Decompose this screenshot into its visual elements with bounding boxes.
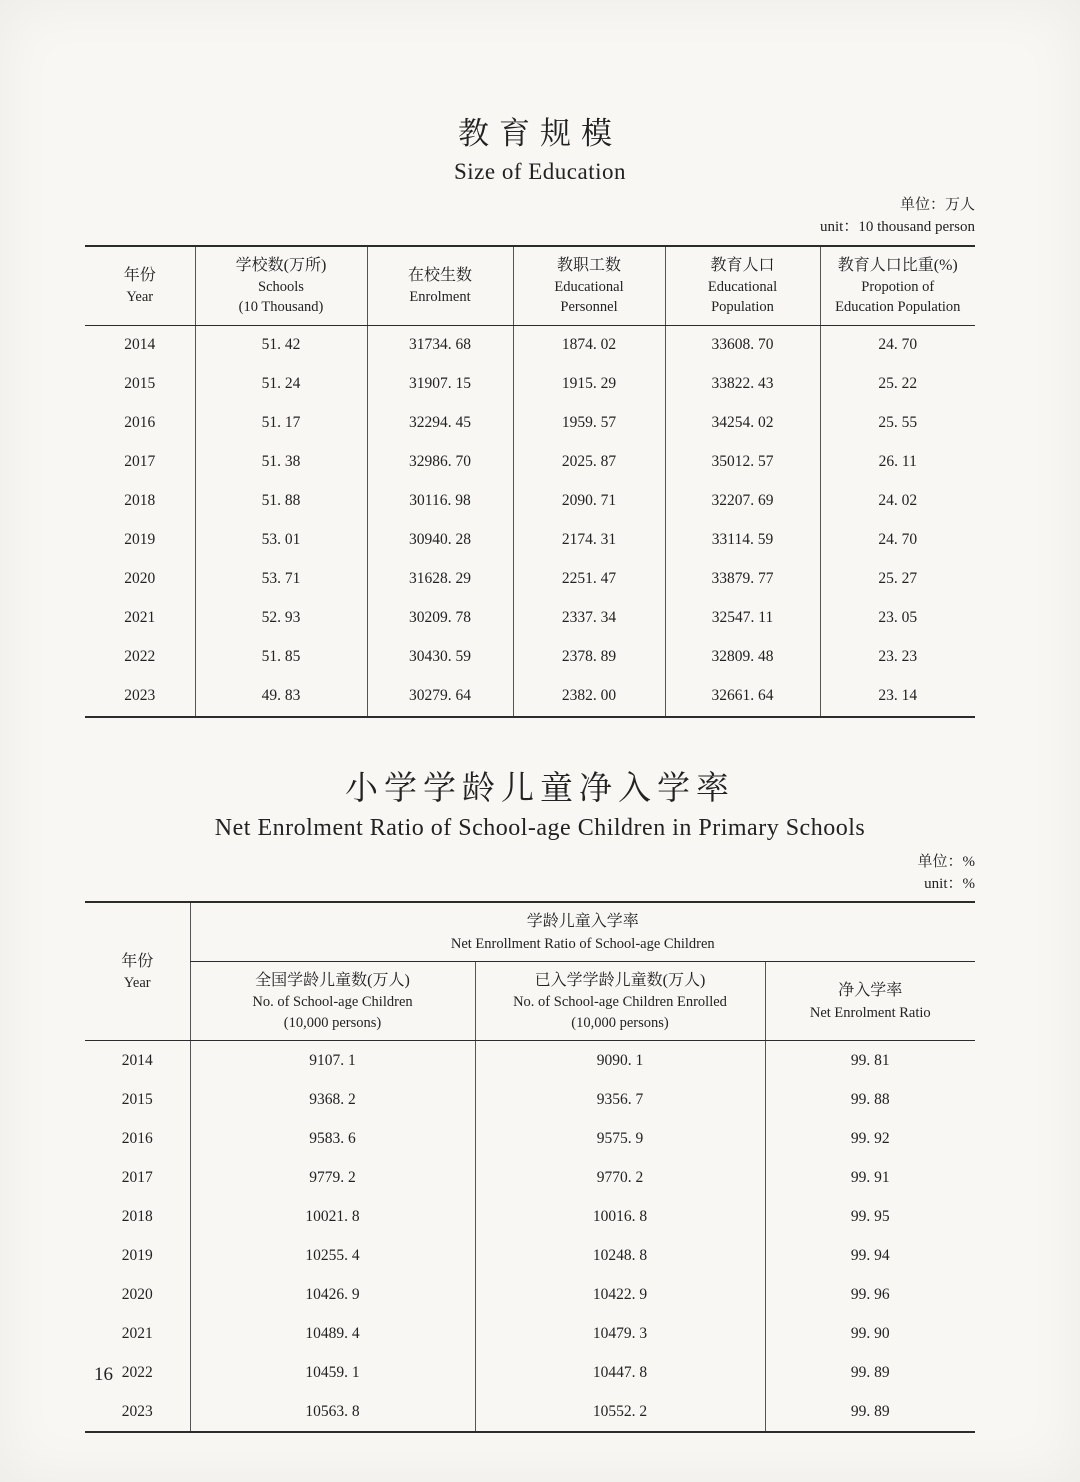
enrolled-cell: 10552. 2	[475, 1392, 765, 1432]
personnel-cell: 2251. 47	[513, 560, 665, 599]
table2-header-group	[190, 902, 975, 961]
proportion-cell: 25. 55	[820, 404, 975, 443]
enrolled-cell: 10248. 8	[475, 1236, 765, 1275]
children-cell: 10459. 1	[190, 1353, 475, 1392]
personnel-cell: 2025. 87	[513, 443, 665, 482]
enrolled-cell: 9090. 1	[475, 1041, 765, 1081]
header-enrolled-en1: No. of School-age Children Enrolled	[513, 994, 727, 1011]
ratio-cell: 99. 88	[765, 1080, 975, 1119]
year-cell: 2017	[121, 1168, 153, 1186]
population-cell: 35012. 57	[665, 443, 820, 482]
header-enrolled-zh: 已入学学龄儿童数(万人)	[534, 972, 706, 990]
enrolment-cell: 31628. 29	[367, 560, 513, 599]
enrolled-cell: 10479. 3	[475, 1314, 765, 1353]
enrolled-cell: 10016. 8	[475, 1197, 765, 1236]
schools-cell: 51. 24	[195, 365, 367, 404]
schools-cell: 53. 71	[195, 560, 367, 599]
proportion-cell: 25. 27	[820, 560, 975, 599]
table-row	[85, 521, 975, 560]
header-personnel-zh: 教职工数	[556, 256, 621, 274]
enrolled-cell: 9770. 2	[475, 1158, 765, 1197]
table-row	[85, 1119, 975, 1158]
table2-title-en: Net Enrolment Ratio of School-age Children in Primary Schools	[214, 814, 866, 841]
year-cell: 2019	[121, 1246, 153, 1264]
table-row	[85, 1314, 975, 1353]
table1-title-en: Size of Education	[453, 159, 626, 184]
table-row	[85, 1275, 975, 1314]
header-children-en1: No. of School-age Children	[252, 994, 413, 1011]
ratio-cell: 99. 89	[765, 1353, 975, 1392]
table2-unit-zh: 单位：%	[917, 853, 975, 870]
proportion-cell: 24. 70	[820, 325, 975, 365]
population-cell: 32809. 48	[665, 638, 820, 677]
table1-header-proportion	[820, 246, 975, 326]
header-year-en: Year	[123, 975, 151, 992]
header-schools-en1: Schools	[258, 278, 304, 295]
children-cell: 10426. 9	[190, 1275, 475, 1314]
table-row	[85, 560, 975, 599]
proportion-cell: 25. 22	[820, 365, 975, 404]
table-row	[85, 325, 975, 365]
population-cell: 32207. 69	[665, 482, 820, 521]
header-year-en: Year	[126, 288, 154, 305]
table-row	[85, 1236, 975, 1275]
header-ratio-zh: 净入学率	[838, 982, 903, 1000]
header-children-zh: 全国学龄儿童数(万人)	[255, 972, 410, 990]
enrolled-cell: 9356. 7	[475, 1080, 765, 1119]
personnel-cell: 1915. 29	[513, 365, 665, 404]
ratio-cell: 99. 81	[765, 1041, 975, 1081]
table-row	[85, 482, 975, 521]
header-enrolled-en2: (10,000 persons)	[571, 1014, 669, 1031]
children-cell: 9779. 2	[190, 1158, 475, 1197]
size-of-education-section	[0, 0, 1080, 718]
table2-header-children	[190, 962, 475, 1041]
table1-header	[85, 246, 975, 326]
header-proportion-en1: Propotion of	[861, 278, 935, 295]
year-cell: 2020	[121, 1285, 153, 1303]
header-population-en2: Population	[711, 299, 774, 316]
ratio-cell: 99. 91	[765, 1158, 975, 1197]
ratio-cell: 99. 92	[765, 1119, 975, 1158]
table2-header-ratio	[765, 962, 975, 1041]
table-row	[85, 404, 975, 443]
population-cell: 33879. 77	[665, 560, 820, 599]
table2-title-zh: 小学学龄儿童净入学率	[345, 770, 735, 807]
table2-unit-en: unit：%	[924, 875, 975, 892]
table1-unit-zh: 单位：万人	[899, 197, 975, 213]
year-cell: 2017	[124, 453, 156, 471]
year-cell: 2022	[121, 1363, 153, 1381]
header-proportion-zh: 教育人口比重(%)	[837, 256, 958, 274]
population-cell: 33822. 43	[665, 365, 820, 404]
schools-cell: 52. 93	[195, 599, 367, 638]
children-cell: 10255. 4	[190, 1236, 475, 1275]
children-cell: 9368. 2	[190, 1080, 475, 1119]
table1-unit-en: unit：10 thousand person	[820, 218, 975, 235]
table-row	[85, 638, 975, 677]
table2-body	[85, 1041, 975, 1433]
year-cell: 2014	[121, 1051, 153, 1069]
personnel-cell: 2337. 34	[513, 599, 665, 638]
year-cell: 2018	[121, 1207, 153, 1225]
table2-header-year	[85, 902, 190, 1041]
table1-unit-note	[85, 195, 975, 239]
personnel-cell: 2378. 89	[513, 638, 665, 677]
schools-cell: 51. 38	[195, 443, 367, 482]
enrolment-cell: 31907. 15	[367, 365, 513, 404]
header-schools-en2: (10 Thousand)	[238, 299, 324, 316]
header-group-en: Net Enrollment Ratio of School-age Children	[450, 935, 715, 952]
personnel-cell: 1874. 02	[513, 325, 665, 365]
schools-cell: 51. 85	[195, 638, 367, 677]
personnel-cell: 1959. 57	[513, 404, 665, 443]
personnel-cell: 2174. 31	[513, 521, 665, 560]
header-enrolment-en: Enrolment	[409, 288, 471, 305]
table-row	[85, 677, 975, 717]
schools-cell: 51. 17	[195, 404, 367, 443]
page-number: 16	[94, 1364, 113, 1385]
table1-header-enrolment	[367, 246, 513, 326]
personnel-cell: 2382. 00	[513, 677, 665, 717]
table-row	[85, 1041, 975, 1081]
schools-cell: 51. 42	[195, 325, 367, 365]
enrolment-cell: 30209. 78	[367, 599, 513, 638]
enrolment-cell: 32986. 70	[367, 443, 513, 482]
enrolment-cell: 30116. 98	[367, 482, 513, 521]
population-cell: 33114. 59	[665, 521, 820, 560]
ratio-cell: 99. 96	[765, 1275, 975, 1314]
enrolment-cell: 32294. 45	[367, 404, 513, 443]
size-of-education-table	[85, 245, 975, 718]
year-cell: 2021	[121, 1324, 153, 1342]
table1-body	[85, 325, 975, 717]
year-cell: 2019	[124, 531, 156, 549]
enrolment-cell: 30940. 28	[367, 521, 513, 560]
population-cell: 32547. 11	[665, 599, 820, 638]
header-proportion-en2: Education Population	[835, 299, 961, 316]
personnel-cell: 2090. 71	[513, 482, 665, 521]
schools-cell: 49. 83	[195, 677, 367, 717]
table1-title-zh: 教育规模	[458, 116, 622, 151]
children-cell: 10021. 8	[190, 1197, 475, 1236]
header-ratio-en: Net Enrolment Ratio	[809, 1004, 931, 1021]
header-personnel-en2: Personnel	[560, 299, 618, 316]
ratio-cell: 99. 90	[765, 1314, 975, 1353]
enrolled-cell: 10422. 9	[475, 1275, 765, 1314]
children-cell: 10563. 8	[190, 1392, 475, 1432]
year-cell: 2023	[121, 1402, 153, 1420]
year-cell: 2014	[124, 336, 156, 354]
year-cell: 2022	[124, 648, 156, 666]
ratio-cell: 99. 94	[765, 1236, 975, 1275]
table2-header	[85, 902, 975, 1041]
header-group-zh: 学龄儿童入学率	[526, 913, 639, 931]
year-cell: 2021	[124, 609, 156, 627]
header-population-en1: Educational	[707, 278, 778, 295]
table1-header-year	[85, 246, 195, 326]
year-cell: 2015	[124, 375, 156, 393]
table-row	[85, 1197, 975, 1236]
year-cell: 2018	[124, 492, 156, 510]
header-year-zh: 年份	[123, 266, 156, 284]
table-row	[85, 1353, 975, 1392]
table2-header-enrolled	[475, 962, 765, 1041]
net-enrolment-table	[85, 901, 975, 1433]
enrolled-cell: 10447. 8	[475, 1353, 765, 1392]
table-row	[85, 1392, 975, 1432]
table-row	[85, 599, 975, 638]
table-row	[85, 365, 975, 404]
table1-header-population	[665, 246, 820, 326]
population-cell: 32661. 64	[665, 677, 820, 717]
net-enrolment-section	[0, 762, 1080, 1434]
enrolment-cell: 30430. 59	[367, 638, 513, 677]
header-personnel-en1: Educational	[554, 278, 624, 295]
header-schools-zh: 学校数(万所)	[235, 256, 327, 274]
proportion-cell: 23. 05	[820, 599, 975, 638]
proportion-cell: 24. 02	[820, 482, 975, 521]
enrolment-cell: 30279. 64	[367, 677, 513, 717]
enrolment-cell: 31734. 68	[367, 325, 513, 365]
table1-header-schools	[195, 246, 367, 326]
children-cell: 9583. 6	[190, 1119, 475, 1158]
children-cell: 9107. 1	[190, 1041, 475, 1081]
header-enrolment-zh: 在校生数	[407, 266, 472, 284]
enrolled-cell: 9575. 9	[475, 1119, 765, 1158]
ratio-cell: 99. 89	[765, 1392, 975, 1432]
table-row	[85, 443, 975, 482]
population-cell: 33608. 70	[665, 325, 820, 365]
header-population-zh: 教育人口	[710, 256, 775, 274]
table2-unit-note	[85, 852, 975, 896]
year-cell: 2023	[124, 687, 156, 705]
table-row	[85, 1080, 975, 1119]
proportion-cell: 23. 14	[820, 677, 975, 717]
year-cell: 2016	[121, 1129, 153, 1147]
ratio-cell: 99. 95	[765, 1197, 975, 1236]
proportion-cell: 26. 11	[820, 443, 975, 482]
population-cell: 34254. 02	[665, 404, 820, 443]
header-year-zh: 年份	[121, 953, 154, 971]
schools-cell: 51. 88	[195, 482, 367, 521]
children-cell: 10489. 4	[190, 1314, 475, 1353]
year-cell: 2020	[124, 570, 156, 588]
proportion-cell: 23. 23	[820, 638, 975, 677]
proportion-cell: 24. 70	[820, 521, 975, 560]
header-children-en2: (10,000 persons)	[283, 1014, 382, 1031]
schools-cell: 53. 01	[195, 521, 367, 560]
table1-header-personnel	[513, 246, 665, 326]
year-cell: 2016	[124, 414, 156, 432]
year-cell: 2015	[121, 1090, 153, 1108]
table-row	[85, 1158, 975, 1197]
